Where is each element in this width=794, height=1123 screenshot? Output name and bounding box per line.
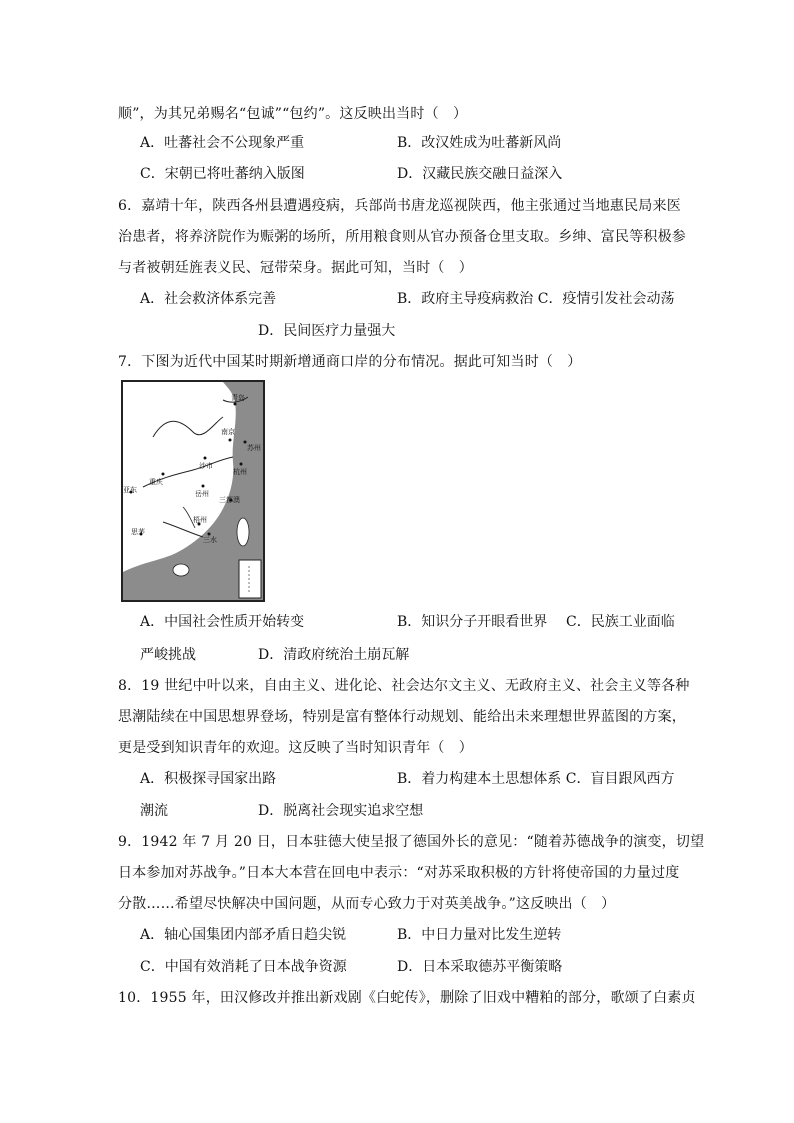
map-label-hangzhou: 杭州 — [233, 468, 247, 476]
q9-option-a[interactable]: A．轴心国集团内部矛盾日趋尖锐 — [140, 927, 347, 943]
q8-option-bc[interactable]: B．着力构建本土思想体系 C．盲目跟风西方 — [397, 771, 675, 787]
q6-option-a[interactable]: A．社会救济体系完善 — [140, 291, 277, 307]
map-label-nanjing: 南京 — [221, 428, 235, 436]
pearl-river — [163, 522, 203, 537]
q9-stem-line-2: 日本参加对苏战争。”日本大本营在回电中表示：“对苏采取积极的方针将使帝国的力量过度 — [118, 865, 680, 881]
q7-stem: 7．下图为近代中国某时期新增通商口岸的分布情况。据此可知当时（ ） — [118, 354, 582, 370]
q5-option-b[interactable]: B．改汉姓成为吐蕃新风尚 — [397, 135, 562, 151]
treaty-port-map — [121, 380, 265, 602]
q7-option-a[interactable]: A．中国社会性质开始转变 — [140, 614, 305, 630]
q6-option-d[interactable]: D．民间医疗力量强大 — [258, 323, 396, 339]
q8-option-a[interactable]: A．积极探寻国家出路 — [140, 771, 277, 787]
q6-stem-line-1: 6．嘉靖十年，陕西各州县遭遇疫病，兵部尚书唐龙巡视陕西，他主张通过当地惠民局来医 — [118, 198, 681, 214]
q8-stem-line-1: 8．19 世纪中叶以来，自由主义、进化论、社会达尔文主义、无政府主义、社会主义等各种 — [118, 678, 690, 694]
map-label-sanshui: 三水 — [203, 536, 217, 544]
q7-option-b[interactable]: B．知识分子开眼看世界 — [397, 614, 548, 630]
q8-stem-line-3: 更是受到知识青年的欢迎。这反映了当时知识青年（ ） — [118, 740, 473, 756]
map-label-simao: 思茅 — [131, 528, 145, 536]
q7-option-c-cont: 严峻挑战 — [140, 647, 196, 663]
q5-stem-continuation: 顺”，为其兄弟赐名“包诚”“包约”。这反映出当时（ ） — [118, 106, 468, 122]
q6-stem-line-3: 与者被朝廷旌表义民、冠带荣身。据此可知，当时（ ） — [118, 260, 473, 276]
map-label-qingdao: 青岛 — [231, 394, 245, 402]
map-label-sanduao: 三都澳 — [219, 496, 240, 504]
q9-option-d[interactable]: D．日本采取德苏平衡策略 — [397, 959, 563, 975]
q9-stem-line-3: 分散……希望尽快解决中国问题，从而专心致力于对英美战争。”这反映出（ ） — [118, 896, 616, 912]
q6-option-bc[interactable]: B．政府主导疫病救治 C．疫情引发社会动荡 — [397, 291, 675, 307]
q8-option-d[interactable]: D．脱离社会现实追求空想 — [258, 803, 424, 819]
map-label-yadong: 亚东 — [123, 486, 137, 494]
q9-stem-line-1: 9．1942 年 7 月 20 日，日本驻德大使呈报了德国外长的意见：“随着苏德战争的演变，切望 — [118, 834, 705, 850]
q5-option-d[interactable]: D．汉藏民族交融日益深入 — [397, 166, 563, 182]
q8-option-c-cont: 潮流 — [140, 803, 168, 819]
map-label-suzhou: 苏州 — [247, 444, 261, 452]
q8-stem-line-2: 思潮陆续在中国思想界登场，特别是富有整体行动规划、能给出未来理想世界蓝图的方案， — [118, 709, 686, 725]
q7-option-d[interactable]: D．清政府统治土崩瓦解 — [258, 647, 410, 663]
q5-option-a[interactable]: A．吐蕃社会不公现象严重 — [140, 135, 305, 151]
q9-option-c[interactable]: C．中国有效消耗了日本战争资源 — [140, 959, 347, 975]
map-label-yuezhou: 岳州 — [195, 490, 209, 498]
q7-option-c[interactable]: C．民族工业面临 — [566, 614, 675, 630]
q9-option-b[interactable]: B．中日力量对比发生逆转 — [397, 927, 562, 943]
q6-stem-line-2: 治患者，将养济院作为赈粥的场所，所用粮食则从官办预备仓里支取。乡绅、富民等积极参 — [118, 229, 686, 245]
q10-stem-line-1: 10．1955 年，田汉修改并推出新戏剧《白蛇传》，删除了旧戏中糟粕的部分，歌颂了白素贞 — [118, 990, 696, 1006]
map-inset-box — [239, 560, 261, 598]
taiwan-island — [237, 518, 249, 546]
hainan-island — [173, 564, 189, 576]
map-label-chongqing: 重庆 — [149, 478, 163, 486]
map-label-shashi: 沙市 — [199, 462, 213, 470]
q5-option-c[interactable]: C．宋朝已将吐蕃纳入版图 — [140, 166, 305, 182]
yellow-river — [153, 417, 223, 437]
map-label-wuzhou: 梧州 — [193, 516, 207, 524]
